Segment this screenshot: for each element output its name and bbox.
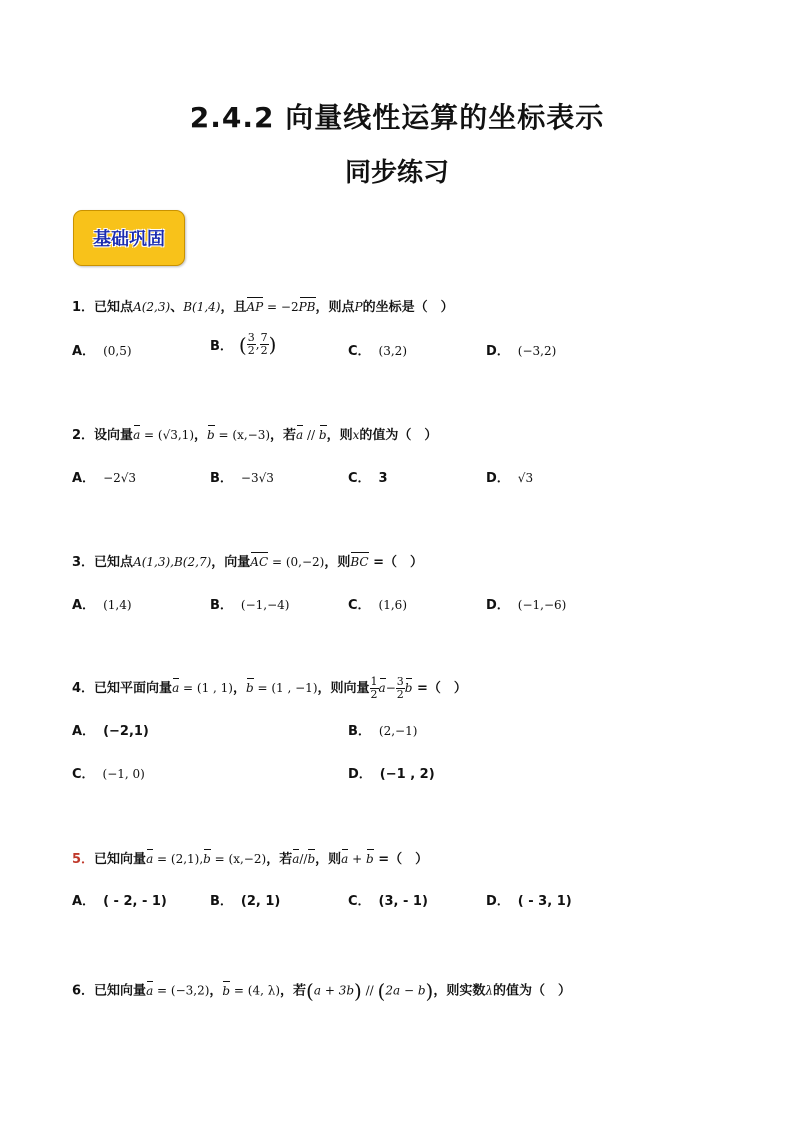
option-1b[interactable] [210,332,276,357]
option-value: (3, - 1) [378,894,428,909]
math-point: A(2,3) [133,300,171,314]
option-value: −3√3 [240,471,274,485]
math-expr: a + 3b [313,983,355,998]
math-vector: b [207,428,215,442]
question-text: ，若 [270,428,297,443]
question-text: =（ ） [368,555,423,570]
option-2a[interactable] [72,467,136,486]
option-5c[interactable] [348,890,428,909]
option-value: (−1 , 2) [379,767,435,782]
question-text: ，若 [266,852,293,867]
option-value: (1,4) [103,598,132,612]
option-letter: C． [348,894,371,909]
question-6 [72,979,571,1003]
option-letter: B． [348,724,371,739]
math-vector: a [172,681,180,695]
math-expr: = (1 , 1) [179,681,233,695]
math-vector: b [307,852,316,866]
option-4d[interactable] [348,763,435,782]
math-vector: a [146,852,154,866]
option-letter: D． [486,471,510,486]
question-text: 设向量 [94,428,134,443]
math-expr: = (−3,2) [153,983,210,998]
question-text: 已知点 [94,555,134,570]
question-text: 、 [170,300,184,315]
math-expr: = (x,−2) [210,852,267,866]
page-subtitle: 同步练习 [344,158,449,188]
math-vector: PB [298,300,316,314]
math-vector: b [246,681,254,695]
math-var: x [352,428,360,442]
option-3c[interactable] [348,594,407,613]
math-points: A(1,3),B(2,7) [133,555,212,569]
question-number: 5． [72,852,95,867]
fraction [247,332,256,357]
option-value: (3,2) [378,344,407,358]
option-value: (−1,−4) [240,598,290,612]
question-text: ，则 [326,428,353,443]
math-expr: // [303,428,319,442]
question-text: ，向量 [211,555,251,570]
fraction-num: 1 [370,675,378,688]
question-2 [72,424,437,443]
fraction-den: 2 [370,688,378,701]
math-expr: 2a − b [385,983,426,998]
option-value: (−1,−6) [517,598,567,612]
question-number: 1． [72,300,95,315]
math-vector: b [318,428,327,442]
question-text: 已知向量 [94,852,147,867]
math-expr: = (1 , −1) [253,681,318,695]
fraction-den: 2 [260,344,268,357]
option-letter: A． [72,724,96,739]
option-value: (0,5) [103,344,132,358]
question-text: ，若 [280,983,307,999]
question-text: 已知向量 [94,983,147,999]
option-letter: D． [348,767,372,782]
section-badge [73,210,185,266]
paren-right: ) [425,979,434,1003]
question-text: 的值为（ ） [359,428,438,443]
question-text: ，则 [315,852,342,867]
question-text: 的值为（ ） [492,983,571,999]
option-letter: A． [72,598,96,613]
question-text: ，则向量 [317,681,370,696]
paren-left: ( [377,979,386,1003]
option-value: (1,6) [378,598,407,612]
option-1d[interactable] [486,340,556,359]
question-text: ， [209,983,223,999]
fraction-num: 7 [260,331,268,344]
option-value: −2√3 [103,471,137,485]
option-2c[interactable] [348,467,388,486]
fraction-num: 3 [396,675,404,688]
math-expr: = (x,−3) [214,428,271,442]
option-letter: D． [486,894,510,909]
option-5d[interactable] [486,890,572,909]
option-value: (−2,1) [103,724,149,739]
question-text: 的坐标是（ ） [362,300,454,315]
math-vector: a [292,852,300,866]
math-vector: b [366,852,374,866]
math-vector: b [404,681,413,695]
option-5b[interactable] [210,890,280,909]
page-title: 2.4.2 向量线性运算的坐标表示 [189,101,605,134]
option-letter: C． [348,598,371,613]
option-value: 3 [378,471,388,486]
fraction-num: 3 [247,331,255,344]
math-point: B(1,4) [183,300,221,314]
math-vector: BC [350,555,369,569]
math-vector: a [341,852,349,866]
option-letter: B． [210,894,233,909]
fraction-den: 2 [247,344,255,357]
option-letter: A． [72,471,96,486]
option-letter: D． [486,344,510,359]
option-value: (2, 1) [240,894,281,909]
option-3d[interactable] [486,594,566,613]
math-vector: a [146,983,154,998]
paren-right: ) [354,979,362,1003]
option-letter: C． [348,344,371,359]
option-letter: A． [72,344,96,359]
question-text: 已知平面向量 [94,681,173,696]
question-text: ， [194,428,208,443]
math-vector: a [296,428,304,442]
option-4c[interactable] [72,763,145,782]
question-text: ，则点 [315,300,355,315]
question-text: ，且 [220,300,247,315]
question-1 [72,296,454,315]
question-text: ，则实数 [433,983,486,999]
math-expr: = (√3,1) [140,428,194,442]
paren-left: ( [238,332,247,357]
math-var: P [354,300,363,314]
math-vector: a [133,428,141,442]
math-expr: = (4, λ) [230,983,281,998]
option-5a[interactable] [72,890,167,909]
math-vector: AC [250,555,269,569]
option-value: ( - 2, - 1) [103,894,167,909]
option-value: ( - 3, 1) [517,894,572,909]
math-expr: = −2 [263,300,299,314]
math-expr: = (2,1), [153,852,204,866]
fraction [396,676,405,701]
option-4a[interactable] [72,720,149,739]
option-2b[interactable] [210,467,274,486]
question-3 [72,551,423,570]
option-value: √3 [517,471,534,485]
math-vector: b [222,983,231,998]
fraction [260,332,269,357]
math-vector: a [378,681,386,695]
option-letter: D． [486,598,510,613]
option-2d[interactable] [486,467,533,486]
question-text: 已知点 [94,300,134,315]
question-5 [72,848,428,867]
question-text: ， [232,681,246,696]
paren-right: ) [268,332,277,357]
option-3a[interactable] [72,594,132,613]
question-text: ，则 [324,555,351,570]
option-3b[interactable] [210,594,289,613]
question-number: 3． [72,555,95,570]
math-expr: // [361,983,378,998]
math-vector: AP [246,300,264,314]
math-vector: b [203,852,211,866]
option-letter: B． [210,598,233,613]
question-number: 4． [72,681,95,696]
option-1c[interactable] [348,340,407,359]
question-4 [72,676,467,701]
question-number: 2． [72,428,95,443]
math-var: λ [485,983,493,998]
comma: , [255,337,260,352]
question-text: =（ ） [412,681,467,696]
question-number: 6． [72,983,95,999]
option-letter: A． [72,894,96,909]
option-4b[interactable] [348,720,417,739]
option-letter: B． [210,339,233,354]
option-letter: C． [72,767,95,782]
math-expr: − [385,681,396,695]
option-1a[interactable] [72,340,132,359]
fraction-den: 2 [396,688,404,701]
fraction [370,676,379,701]
math-expr: = (0,−2) [268,555,325,569]
question-text: =（ ） [373,852,429,867]
option-value: (−1, 0) [102,767,145,781]
paren-left: ( [306,979,314,1003]
option-value: (2,−1) [378,724,418,738]
option-letter: C． [348,471,371,486]
option-letter: B． [210,471,233,486]
math-expr: // [299,852,308,866]
option-value: (−3,2) [517,344,557,358]
section-badge-label: 基础巩固 [93,229,165,250]
math-expr: + [348,852,366,866]
